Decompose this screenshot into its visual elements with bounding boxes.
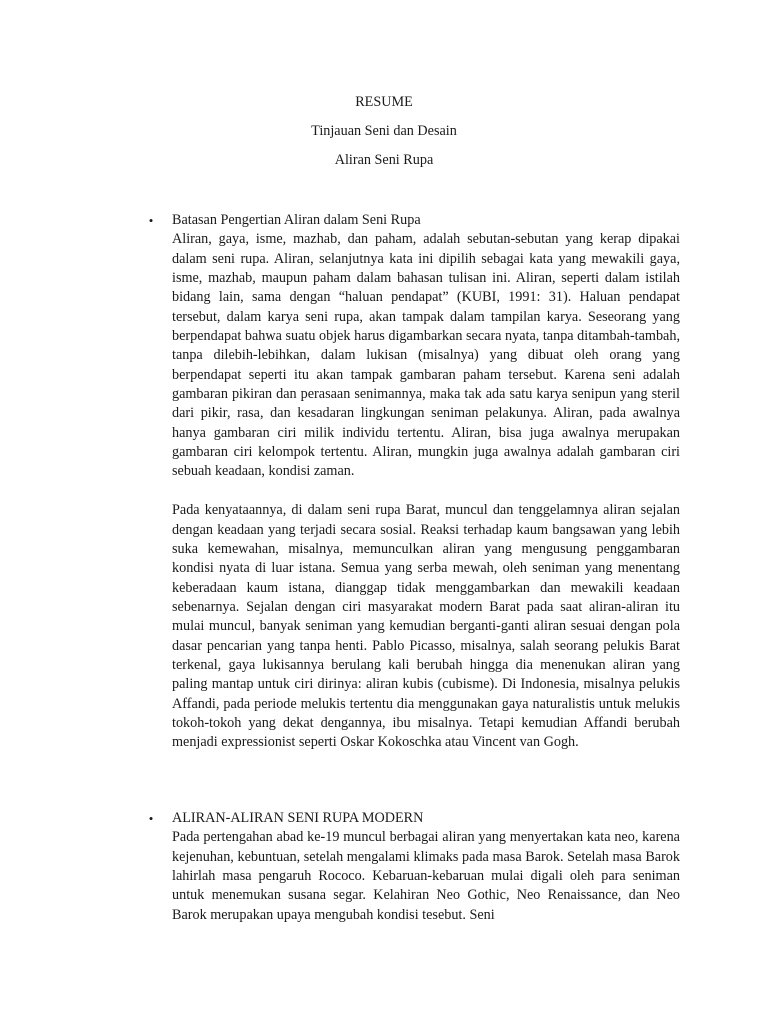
body-paragraph: Pada kenyataannya, di dalam seni rupa Barat, muncul dan tenggelamnya aliran sejalan dengan keadaan yang terjadi secara sosial. Reaksi terhadap kaum bangsawan yang lebih suka kemewahan, misalnya, memunculkan aliran yang mengusung penggambaran kondisi nyata di luar istana. Semua yang serba mewah, oleh seniman yang menentang keberadaan kaum istana, dianggap tidak menggambarkan dan mewakili keadaan sebenarnya. Sejalan dengan ciri masyarakat modern Barat pada saat aliran-aliran itu mulai muncul, banyak seniman yang kemudian berganti-ganti aliran sesuai dengan pola dasar pencarian yang tanpa henti. Pablo Picasso, misalnya, salah seorang pelukis Barat terkenal, gaya lukisannya berulang kali berubah hingga dia menenukan aliran yang paling mantap untuk ciri dirinya: aliran kubis (cubisme). Di Indonesia, misalnya pelukis Affandi, pada periode melukis tertentu dia menggunakan gaya naturalistis untuk melukis tokoh-tokoh yang dekat dengannya, ibu misalnya. Tetapi kemudian Affandi berubah menjadi expressionist seperti Oskar Kokoschka atau Vincent van Gogh. <box>172 502 680 751</box>
section-definition-of-art-movements <box>148 211 680 753</box>
bullet-icon: • <box>148 811 154 826</box>
section-heading: Batasan Pengertian Aliran dalam Seni Rupa <box>172 212 421 228</box>
document-title: RESUME <box>355 94 413 110</box>
document-subtitle: Tinjauan Seni dan Desain <box>311 123 457 139</box>
body-paragraph: Aliran, gaya, isme, mazhab, dan paham, adalah sebutan-sebutan yang kerap dipakai dalam seni rupa. Aliran, selanjutnya kata ini dipilih sebagai kata yang mewakili gaya, isme, mazhab, maupun paham dalam bahasan tulisan ini. Aliran, seperti dalam istilah bidang lain, sama dengan “haluan pendapat” (KUBI, 1991: 31). Haluan pendapat tersebut, dalam karya seni rupa, akan tampak dalam tampilan karya. Seseorang yang berpendapat bahwa suatu objek harus digambarkan secara nyata, tanpa ditambah-tambah, tanpa dilebih-lebihkan, dalam lukisan (misalnya) yang dibuat oleh orang yang berpendapat seperti itu akan tampak gambaran paham tersebut. Karena seni adalah gambaran pikiran dan perasaan senimannya, maka tak ada satu karya senipun yang steril dari pikir, rasa, dan kesadaran lingkungan seniman pelakunya. Aliran, pada awalnya hanya gambaran ciri milik individu tertentu. Aliran, bisa juga awalnya merupakan gambaran ciri kelompok tertentu. Aliran, mungkin juga awalnya adalah gambaran ciri sebuah keadaan, kondisi zaman. <box>172 231 680 480</box>
section-heading: ALIRAN-ALIRAN SENI RUPA MODERN <box>172 810 424 826</box>
body-paragraph: Pada pertengahan abad ke-19 muncul berbagai aliran yang menyertakan kata neo, karena kejenuhan, kebuntuan, setelah mengalami klimaks pada masa Barok. Setelah masa Barok lahirlah masa pengaruh Rococo. Kebaruan-kebaruan mulai digali oleh para seniman untuk menemukan susana segar. Kelahiran Neo Gothic, Neo Renaissance, dan Neo Barok merupakan upaya mengubah kondisi tesebut. Seni <box>172 829 680 923</box>
document-topic: Aliran Seni Rupa <box>334 152 434 168</box>
bullet-icon: • <box>148 213 154 228</box>
section-modern-art-movements <box>148 809 680 925</box>
